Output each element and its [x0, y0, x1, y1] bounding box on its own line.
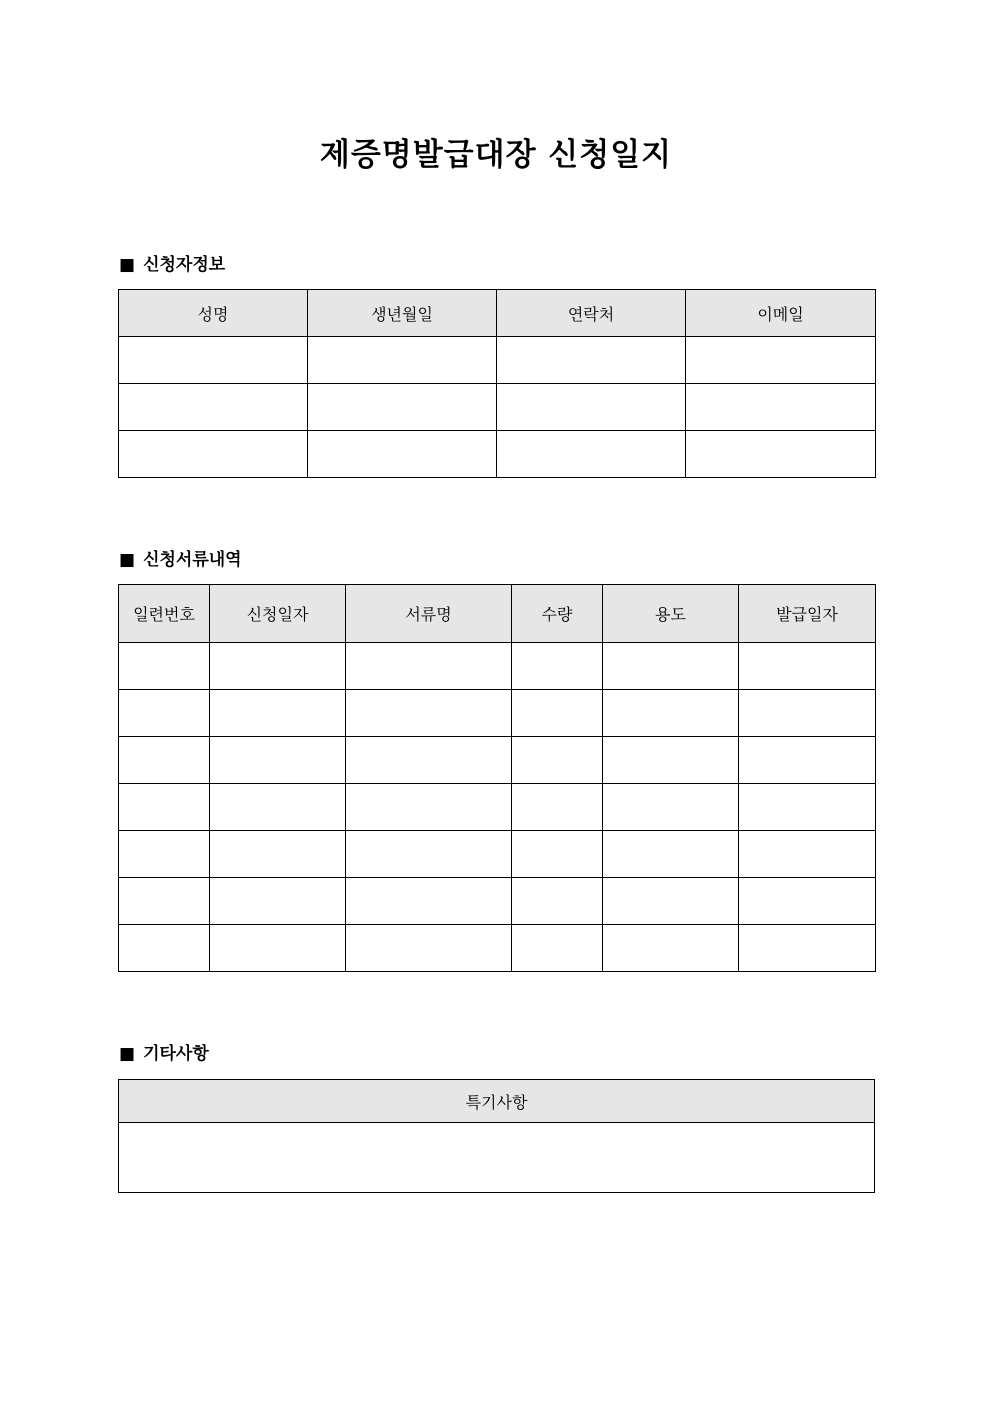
quantity-cell[interactable]: [512, 831, 603, 878]
section-heading-applicant-label: 신청자정보: [143, 255, 226, 275]
issue-date-cell[interactable]: [739, 878, 876, 925]
serial-number-cell[interactable]: [119, 925, 210, 972]
contact-cell[interactable]: [497, 384, 686, 431]
column-header-birthdate: 생년월일: [308, 290, 497, 337]
document-name-cell[interactable]: [346, 737, 512, 784]
contact-cell[interactable]: [497, 431, 686, 478]
section-heading-documents-label: 신청서류내역: [143, 550, 242, 570]
table-row: [119, 925, 876, 972]
purpose-cell[interactable]: [603, 784, 739, 831]
table-row: [119, 690, 876, 737]
column-header-issue-date: 발급일자: [739, 585, 876, 643]
serial-number-cell[interactable]: [119, 643, 210, 690]
request-date-cell[interactable]: [210, 737, 346, 784]
special-notes-cell[interactable]: [119, 1123, 875, 1193]
table-header-row: [119, 1080, 875, 1123]
column-header-name: 성명: [119, 290, 308, 337]
table-row: [119, 737, 876, 784]
serial-number-cell[interactable]: [119, 784, 210, 831]
quantity-cell[interactable]: [512, 737, 603, 784]
serial-number-cell[interactable]: [119, 831, 210, 878]
section-heading-applicant: [119, 254, 225, 276]
document-name-cell[interactable]: [346, 690, 512, 737]
applicant-info-table: [118, 289, 876, 478]
serial-number-cell[interactable]: [119, 737, 210, 784]
issue-date-cell[interactable]: [739, 643, 876, 690]
column-header-email: 이메일: [686, 290, 876, 337]
name-cell[interactable]: [119, 384, 308, 431]
issue-date-cell[interactable]: [739, 925, 876, 972]
table-row: [119, 431, 876, 478]
serial-number-cell[interactable]: [119, 690, 210, 737]
contact-cell[interactable]: [497, 337, 686, 384]
quantity-cell[interactable]: [512, 643, 603, 690]
column-header-document-name: 서류명: [346, 585, 512, 643]
email-cell[interactable]: [686, 384, 876, 431]
document-name-cell[interactable]: [346, 831, 512, 878]
name-cell[interactable]: [119, 431, 308, 478]
column-header-serial-number: 일련번호: [119, 585, 210, 643]
column-header-quantity: 수량: [512, 585, 603, 643]
table-header-row: [119, 290, 876, 337]
square-bullet-icon: ■: [119, 1044, 136, 1064]
purpose-cell[interactable]: [603, 878, 739, 925]
quantity-cell[interactable]: [512, 878, 603, 925]
purpose-cell[interactable]: [603, 925, 739, 972]
table-row: [119, 643, 876, 690]
request-date-cell[interactable]: [210, 643, 346, 690]
column-header-contact: 연락처: [497, 290, 686, 337]
document-name-cell[interactable]: [346, 784, 512, 831]
birthdate-cell[interactable]: [308, 431, 497, 478]
document-name-cell[interactable]: [346, 878, 512, 925]
request-date-cell[interactable]: [210, 831, 346, 878]
square-bullet-icon: ■: [119, 550, 136, 570]
quantity-cell[interactable]: [512, 690, 603, 737]
column-header-purpose: 용도: [603, 585, 739, 643]
quantity-cell[interactable]: [512, 925, 603, 972]
table-row: [119, 878, 876, 925]
issue-date-cell[interactable]: [739, 784, 876, 831]
request-date-cell[interactable]: [210, 784, 346, 831]
column-header-request-date: 신청일자: [210, 585, 346, 643]
serial-number-cell[interactable]: [119, 878, 210, 925]
table-row: [119, 784, 876, 831]
quantity-cell[interactable]: [512, 784, 603, 831]
purpose-cell[interactable]: [603, 690, 739, 737]
request-date-cell[interactable]: [210, 690, 346, 737]
purpose-cell[interactable]: [603, 831, 739, 878]
table-row: [119, 831, 876, 878]
email-cell[interactable]: [686, 337, 876, 384]
request-date-cell[interactable]: [210, 878, 346, 925]
email-cell[interactable]: [686, 431, 876, 478]
issue-date-cell[interactable]: [739, 831, 876, 878]
section-heading-documents: [119, 549, 242, 571]
section-heading-other-label: 기타사항: [143, 1044, 209, 1064]
section-heading-other: [119, 1043, 209, 1065]
table-row: [119, 384, 876, 431]
purpose-cell[interactable]: [603, 737, 739, 784]
birthdate-cell[interactable]: [308, 337, 497, 384]
birthdate-cell[interactable]: [308, 384, 497, 431]
documents-table: [118, 584, 876, 972]
square-bullet-icon: ■: [119, 255, 136, 275]
document-name-cell[interactable]: [346, 643, 512, 690]
request-date-cell[interactable]: [210, 925, 346, 972]
issue-date-cell[interactable]: [739, 737, 876, 784]
purpose-cell[interactable]: [603, 643, 739, 690]
remarks-table: [118, 1079, 875, 1193]
table-header-row: [119, 585, 876, 643]
page-title: 제증명발급대장 신청일지: [319, 137, 673, 173]
table-row: [119, 337, 876, 384]
issue-date-cell[interactable]: [739, 690, 876, 737]
name-cell[interactable]: [119, 337, 308, 384]
document-name-cell[interactable]: [346, 925, 512, 972]
column-header-special-notes: 특기사항: [119, 1080, 875, 1123]
table-row: [119, 1123, 875, 1193]
